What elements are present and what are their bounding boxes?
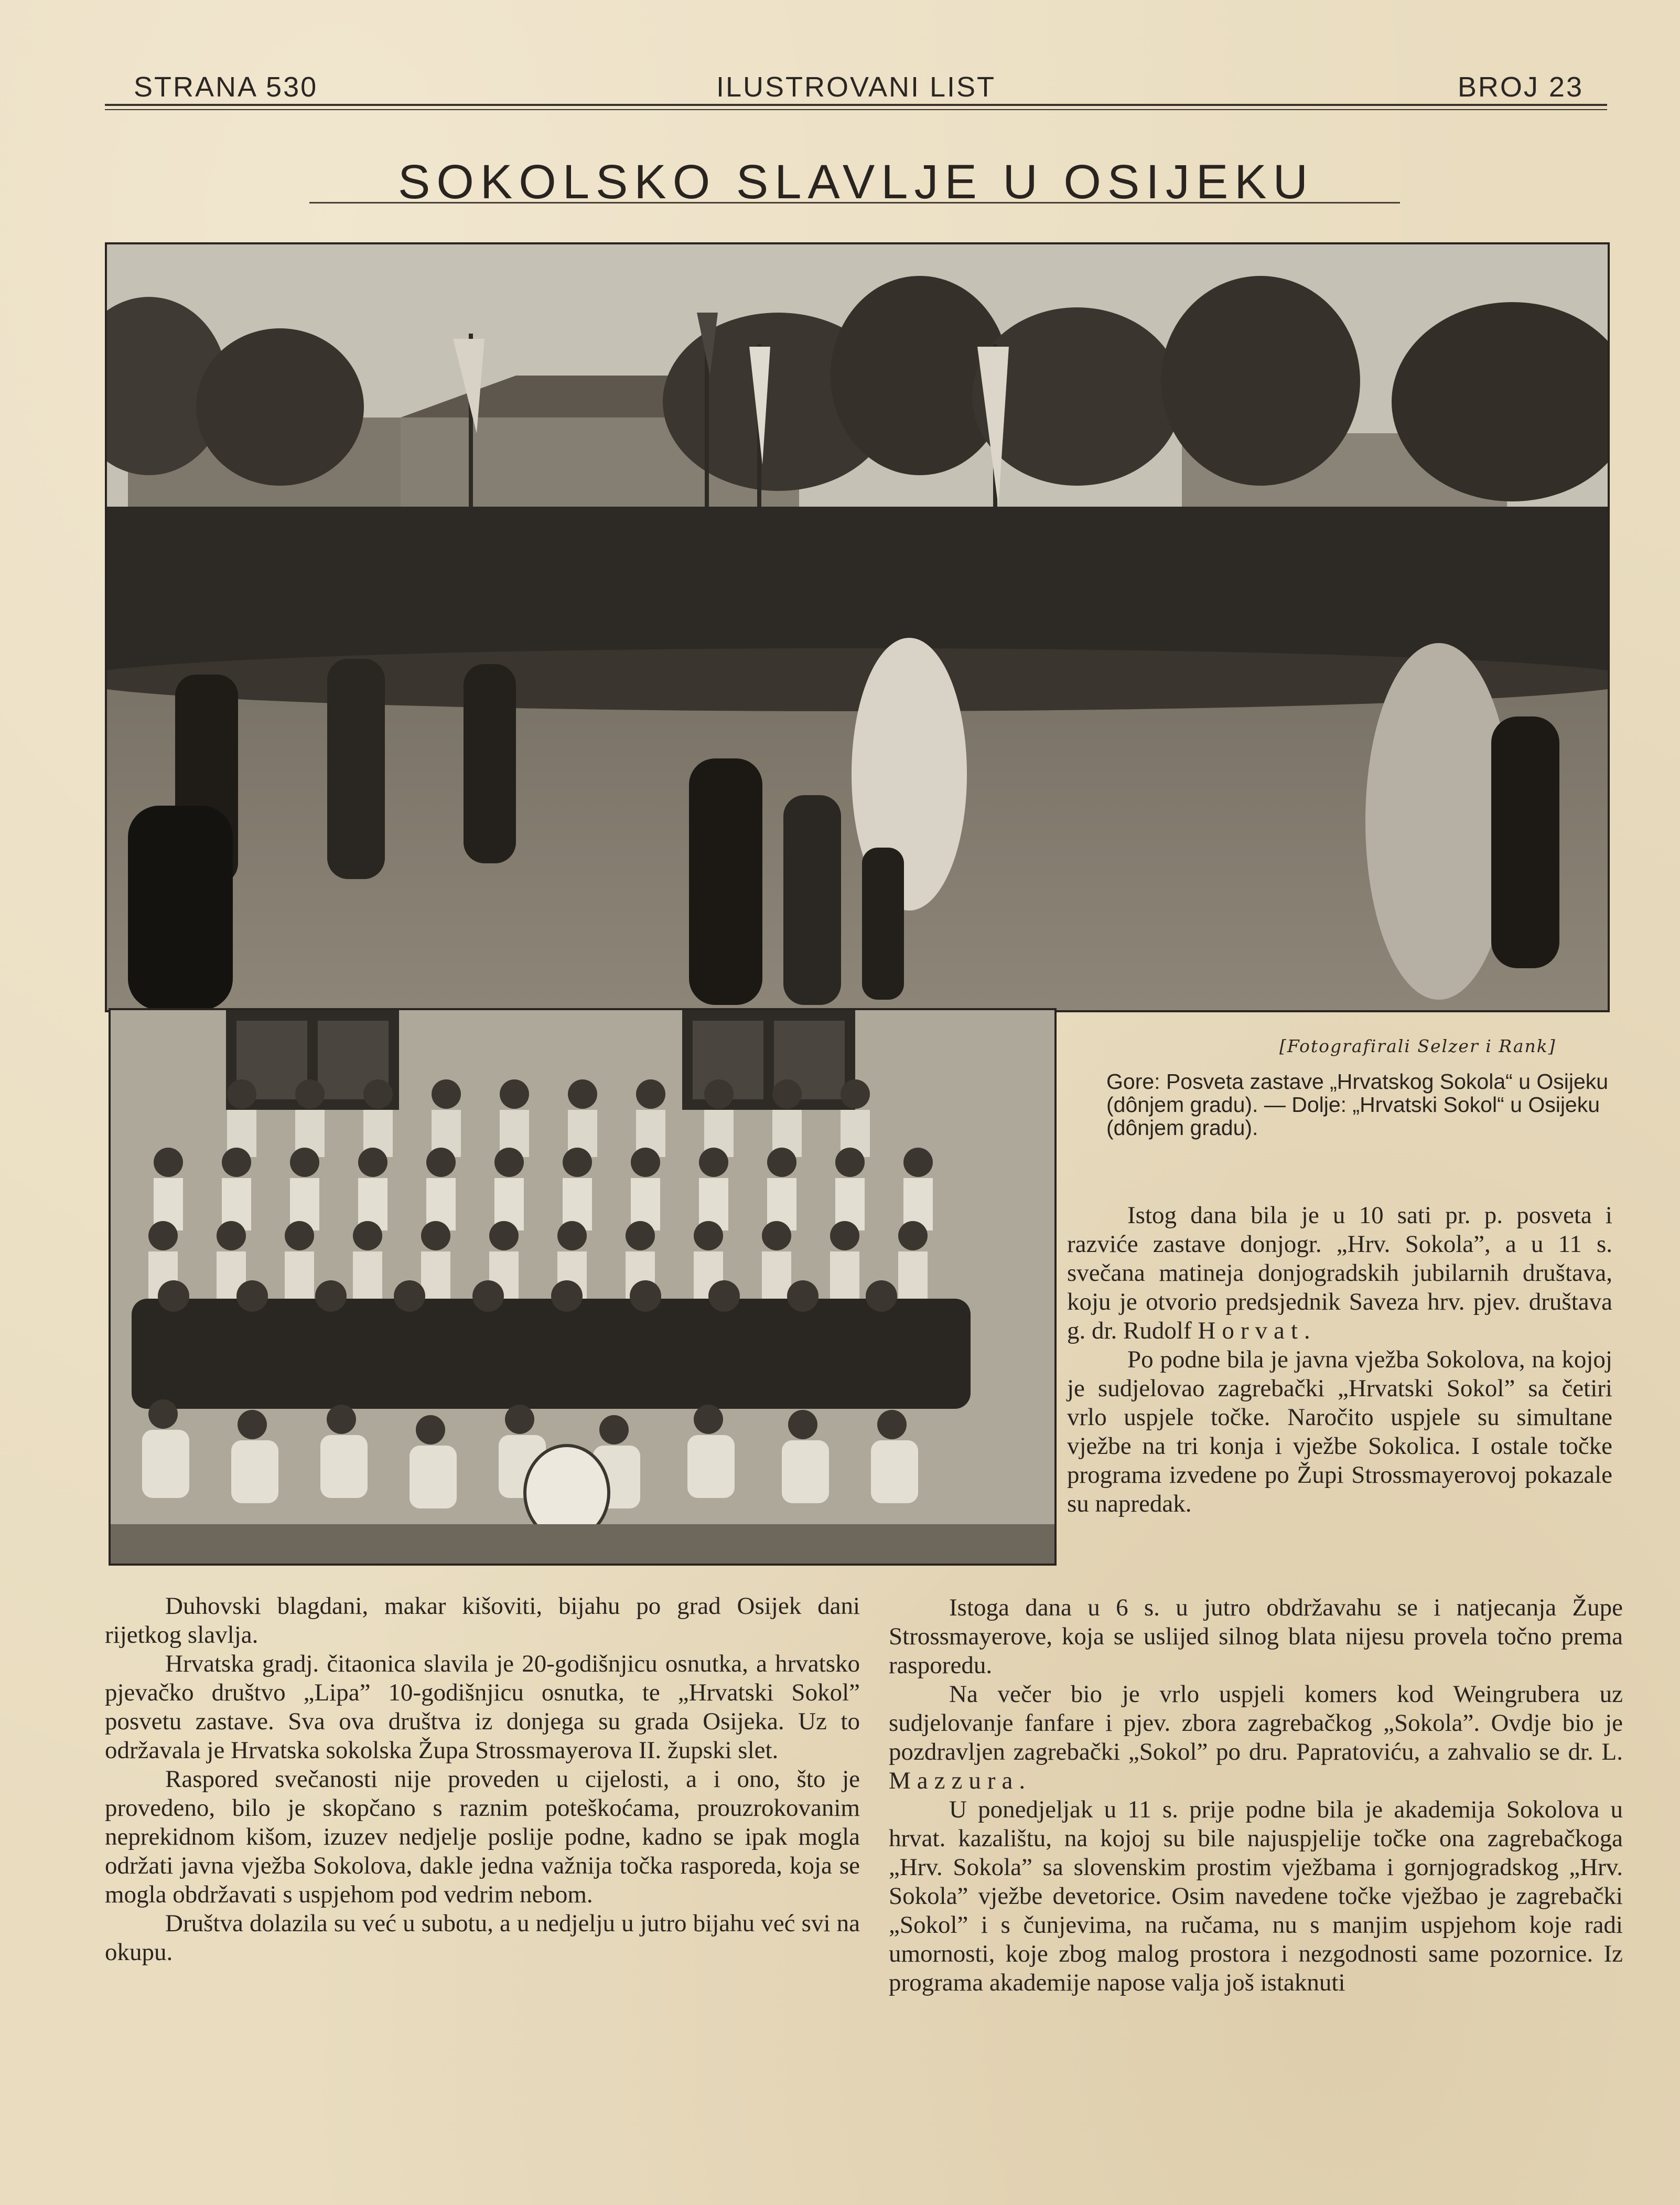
right-column-lower bbox=[889, 1593, 1623, 1997]
paragraph: U ponedjeljak u 11 s. prije podne bila je akademija Sokolova u hrvat. kazalištu, na kojoj su bile najuspjelije točke ona zagrebačkoga „Hrv. Sokola” sa slovenskim prostim vježbama i gornjogradskog „Hrv. Sokola” vježbe devetorice. Osim navedene točke vježbao je zagrebački „Sokol” i s čunjevima, na ručama, nu s manjim uspjehom koje radi umornosti, koje zbog malog prostora i nezgodnosti same pozornice. Iz programa akademije napose valja još istaknuti bbox=[889, 1796, 1623, 1996]
running-header bbox=[105, 68, 1607, 108]
person-name: Mazzura bbox=[889, 1767, 1019, 1794]
text-run: Na večer bio je vrlo uspjeli komers kod Weingrubera uz sudjelovanje fanfare i pjev. zbora zagrebačkog „Sokola”. Ovdje bio je pozdravljen zagrebački „Sokol” po dru. Papratoviću, a zahvalio se dr. L. bbox=[889, 1680, 1623, 1765]
header-rule-thin bbox=[105, 109, 1607, 110]
paragraph: Hrvatska gradj. čitaonica slavila je 20-godišnjicu osnutka, a hrvatsko pjevačko društvo „Lipa” 10-godišnjicu osnutka, te „Hrvatski Sokol” posvetu zastave. Sva ova društva iz donjega su grada Osijeka. Uz to održavala je Hrvatska sokolska Župa Strossmayerova II. župski slet. bbox=[105, 1650, 860, 1764]
paragraph: Raspored svečanosti nije proveden u cijelosti, a i ono, što je provedeno, bilo je skopčano s raznim poteškoćama, prouzrokovanim neprekidnom kišom, izuzev nedjelje poslije podne, kadno se ipak mogla održati javna vježba Sokolova, dakle jedna važnija točka rasporeda, koja se mogla obdržavati s uspjehom pod vedrim nebom. bbox=[105, 1765, 860, 1908]
group-portrait-illustration bbox=[111, 1010, 1054, 1564]
paragraph bbox=[889, 1680, 1623, 1795]
text-run: Istog dana bila je u 10 sati pr. p. posveta i razviće zastave donjogr. „Hrv. Sokola”, a u 11 s. svečana matineja donjogradskih jubilarnih društava, koju je otvorio predsjednik Saveza hrv. pjev. društava g. dr. Rudolf bbox=[1067, 1202, 1612, 1344]
photo-hrvatski-sokol-group bbox=[109, 1008, 1057, 1566]
left-column bbox=[105, 1592, 860, 1967]
paragraph: Po podne bila je javna vježba Sokolova, na kojoj je sudjelovao zagrebački „Hrvatski Sokol” sa četiri vrlo uspjele točke. Naročito uspjele su simultane vježbe na tri konja i vježbe Sokolica. I ostale točke programa izvedene po Župi Strossmayerovoj pokazale su napredak. bbox=[1067, 1346, 1612, 1517]
header-rule bbox=[105, 104, 1607, 106]
photo-flag-consecration-crowd bbox=[105, 242, 1610, 1012]
page-number: STRANA 530 bbox=[134, 71, 318, 103]
paragraph: Duhovski blagdani, makar kišoviti, bijahu po grad Osijek dani rijetkog slavlja. bbox=[105, 1592, 860, 1649]
publication-name: ILUSTROVANI LIST bbox=[716, 71, 996, 103]
issue-number: BROJ 23 bbox=[1457, 71, 1584, 103]
photo-caption: Gore: Posveta zastave „Hrvatskog Sokola“ u Osijeku (dônjem gradu). — Dolje: „Hrvatski Sokol“ u Osijeku (dônjem gradu). bbox=[1106, 1069, 1609, 1140]
paragraph bbox=[1067, 1201, 1612, 1345]
paragraph: Istoga dana u 6 s. u jutro obdržavahu se i natjecanja Župe Strossmayerove, koja se uslijed silnog blata nijesu provela točno prema rasporedu. bbox=[889, 1594, 1623, 1679]
photo-credit: [Fotografirali Selzer i Rank] bbox=[1279, 1036, 1556, 1056]
crowd-scene-illustration bbox=[107, 244, 1608, 1010]
text-run: . bbox=[1019, 1767, 1026, 1794]
right-column-upper bbox=[1067, 1201, 1612, 1518]
title-underline bbox=[309, 202, 1400, 204]
paragraph: Društva dolazila su već u subotu, a u nedjelju u jutro bijahu već svi na okupu. bbox=[105, 1910, 860, 1966]
text-run: . bbox=[1304, 1317, 1310, 1344]
article-title: SOKOLSKO SLAVLJE U OSIJEKU bbox=[397, 155, 1315, 209]
person-name: Horvat bbox=[1198, 1317, 1304, 1344]
